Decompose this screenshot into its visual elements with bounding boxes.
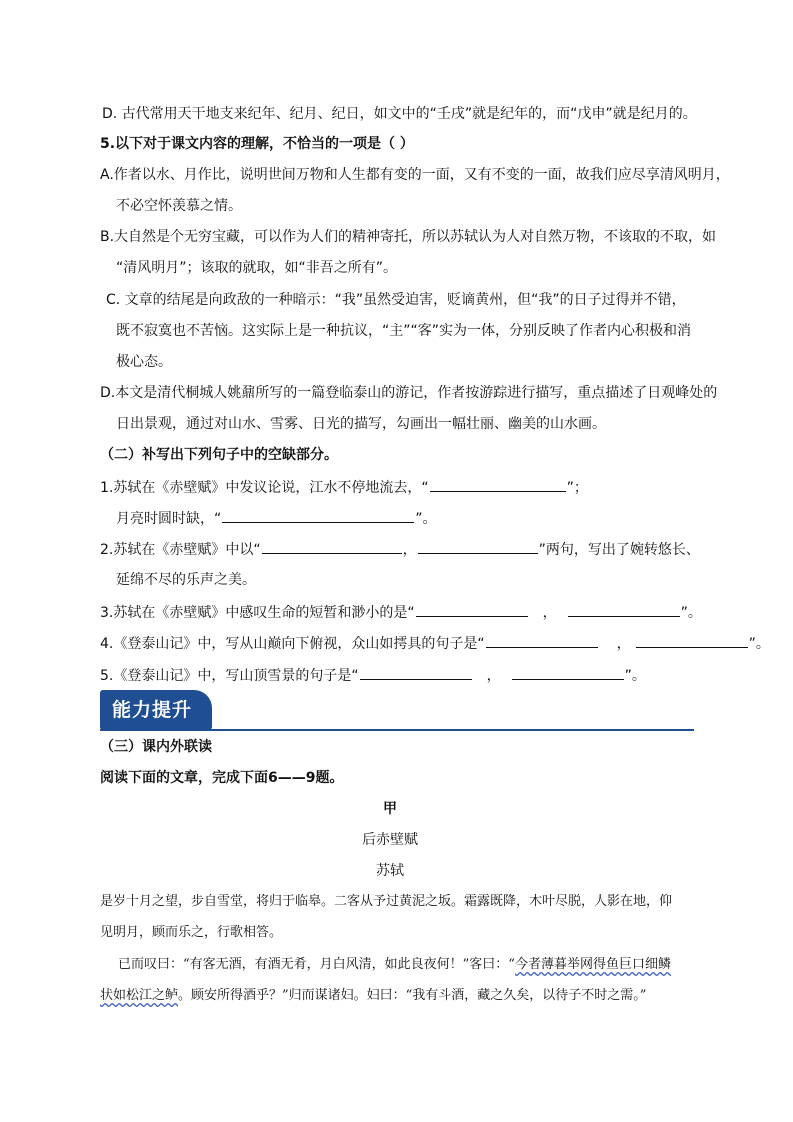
fill-q1-line1	[100, 477, 588, 498]
q5-option-c-line3: 极心态。	[116, 354, 172, 370]
passage-p2-line1	[118, 955, 671, 975]
q5-option-c-line2: 既不寂寞也不苦恼。这实际上是一种抗议，“主”“客”实为一体，分别反映了作者内心积极和消	[116, 323, 692, 339]
fill-q3-text-a: 3.苏轼在《赤壁赋》中感叹生命的短暂和渺小的是“	[100, 605, 415, 621]
fill-q5	[100, 665, 646, 686]
fill-q3-text-b: ，	[542, 605, 557, 621]
fill-q1-text-d: ”。	[415, 511, 437, 527]
article-title: 后赤壁赋	[362, 832, 418, 848]
fill-blank[interactable]	[568, 602, 680, 617]
fill-q3-text-c: ”。	[680, 605, 702, 621]
fill-q1-text-a: 1.苏轼在《赤壁赋》中发议论说，江水不停地流去，“	[100, 480, 429, 496]
fill-q1-text-c: 月亮时圆时缺，“	[116, 511, 222, 527]
q5-option-b-line2: “清风明月”；该取的就取，如“非吾之所有”。	[116, 260, 398, 276]
q5-option-d-line1: D.本文是清代桐城人姚鼐所写的一篇登临泰山的游记，作者按游踪进行描写，重点描述了日观峰处的	[100, 385, 718, 401]
q5-option-c-line1: C. 文章的结尾是向政敌的一种暗示：“我”虽然受迫害，贬谪黄州，但“我”的日子过得并不错，	[106, 292, 686, 308]
fill-q5-text-c: ”。	[624, 668, 646, 684]
fill-q2-text-a: 2.苏轼在《赤壁赋》中以“	[100, 542, 261, 558]
passage-p2-text-a: 已而叹曰：“有客无酒，有酒无肴，月白风清，如此良夜何！”客曰：“	[118, 957, 515, 972]
fill-q1-line2	[116, 508, 437, 529]
fill-blank[interactable]	[262, 539, 402, 554]
fill-q2-text-c: ”两句，写出了婉转悠长、	[538, 542, 700, 558]
fill-blank[interactable]	[360, 665, 472, 680]
q5-option-a-line1: A.作者以水、月作比，说明世间万物和人生都有变的一面，又有不变的一面，故我们应尽享清风明月，	[100, 167, 730, 183]
fill-q5-text-b: ，	[486, 668, 501, 684]
reading-instruction: 阅读下面的文章，完成下面6——9题。	[100, 770, 344, 786]
fill-q4-text-c: ”。	[748, 636, 770, 652]
fill-blank[interactable]	[486, 633, 598, 648]
passage-underlined-text: 状如松江之鲈	[100, 988, 179, 1003]
fill-q4-text-b: ，	[616, 636, 631, 652]
section-banner-rule	[100, 729, 694, 731]
fill-q2-line1	[100, 539, 700, 560]
q4-option-d: D. 古代常用天干地支来纪年、纪月、纪日，如文中的“壬戌”就是纪年的，而“戊申”就是纪月的。	[102, 106, 697, 122]
q5-stem: 5.以下对于课文内容的理解，不恰当的一项是（ ）	[100, 136, 414, 152]
fill-q2-line2: 延绵不尽的乐声之美。	[116, 572, 256, 588]
fill-blank[interactable]	[222, 508, 414, 523]
fill-blank[interactable]	[430, 477, 566, 492]
q5-option-a-line2: 不必空怀羡慕之情。	[116, 198, 242, 214]
fill-blank[interactable]	[416, 602, 528, 617]
section-banner-label: 能力提升	[112, 699, 193, 721]
fill-blank[interactable]	[418, 539, 538, 554]
passage-p2-text-b: 。顾安所得酒乎？”归而谋诸妇。妇曰：“我有斗酒，藏之久矣，以待子不时之需。”	[178, 988, 647, 1003]
section2-heading: （二）补写出下列句子中的空缺部分。	[100, 447, 338, 463]
fill-q4	[100, 633, 770, 654]
article-author: 苏轼	[376, 863, 404, 879]
fill-q3	[100, 602, 702, 623]
q5-option-d-line2: 日出景观，通过对山水、雪雾、日光的描写，勾画出一幅壮丽、幽美的山水画。	[116, 416, 606, 432]
fill-q2-text-b: ，	[402, 542, 417, 558]
fill-q5-text-a: 5.《登泰山记》中，写山顶雪景的句子是“	[100, 668, 359, 684]
passage-underlined-text: 今者薄暮举网得鱼巨口细鳞	[514, 957, 671, 972]
fill-blank[interactable]	[636, 633, 748, 648]
fill-q4-text-a: 4.《登泰山记》中，写从山巅向下俯视，众山如摴具的句子是“	[100, 636, 485, 652]
part-label: 甲	[383, 801, 397, 817]
q5-option-b-line1: B.大自然是个无穷宝藏，可以作为人们的精神寄托，所以苏轼认为人对自然万物，不该取的不取，如	[100, 229, 717, 245]
fill-q1-text-b: ”；	[566, 480, 588, 496]
passage-p1-line1: 是岁十月之望，步自雪堂，将归于临皋。二客从予过黄泥之坂。霜露既降，木叶尽脱，人影在地，仰	[100, 894, 673, 909]
fill-blank[interactable]	[512, 665, 624, 680]
section3-heading: （三）课内外联读	[100, 739, 212, 755]
passage-p1-line2: 见明月，顾而乐之，行歌相答。	[100, 925, 283, 940]
passage-p2-line2	[100, 986, 646, 1006]
